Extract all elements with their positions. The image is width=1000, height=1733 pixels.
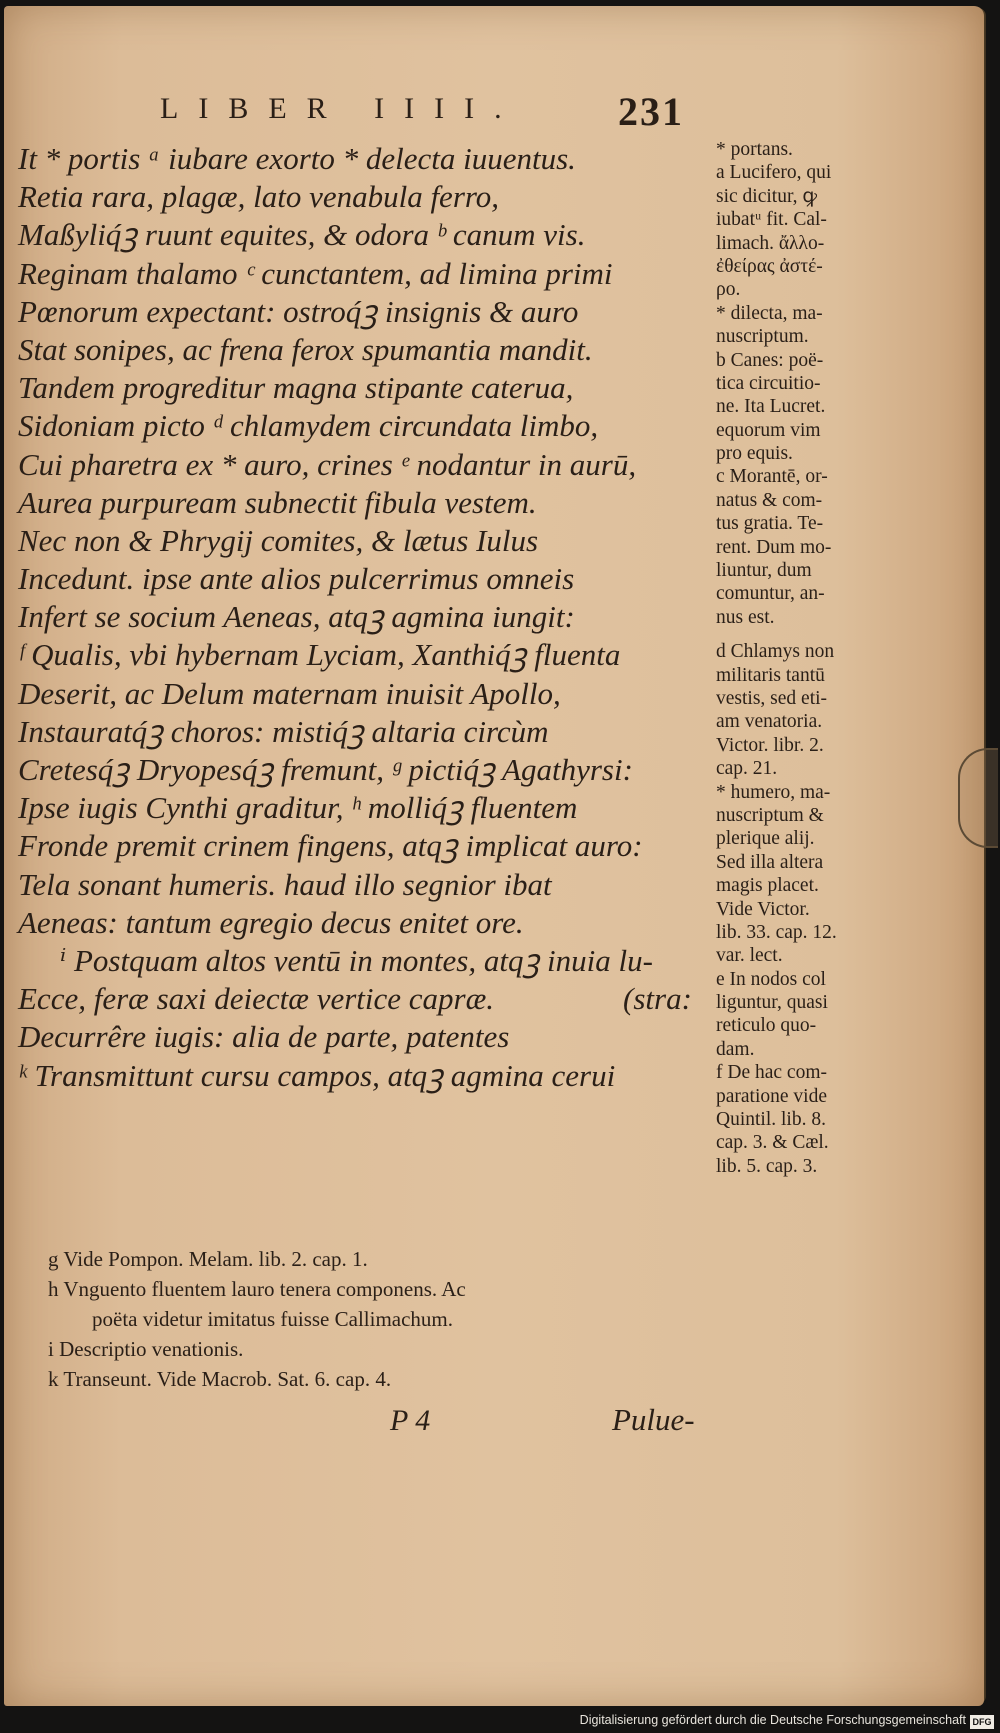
verse-line: Aeneas: tantum egregio decus enitet ore. <box>18 904 524 940</box>
signature-mark: P 4 <box>390 1404 431 1437</box>
side-note-line: dam. <box>716 1038 755 1060</box>
footnote-line: i Descriptio venationis. <box>48 1337 244 1361</box>
footnote-line: h Vnguento fluentem lauro tenera componens. Ac <box>48 1277 466 1301</box>
side-note-line: cap. 21. <box>716 758 778 780</box>
side-note-line: nus est. <box>716 606 775 628</box>
side-note-line: * humero, ma- <box>716 781 831 803</box>
verse-line: It * portis ᵃ iubare exorto * delecta iuuentus. <box>18 141 576 176</box>
verse-line: ᵏ Transmittunt cursu campos, atqꝫ agmina cerui <box>18 1057 616 1093</box>
footnote-line: poëta videtur imitatus fuisse Callimachum. <box>92 1307 454 1331</box>
side-note-line: lib. 5. cap. 3. <box>716 1155 818 1177</box>
verse-line: Aurea purpuream subnectit fibula vestem. <box>18 484 537 520</box>
verse-line: Instauratq́ꝫ choros: mistiq́ꝫ altaria circùm <box>18 713 549 749</box>
footnote-line: g Vide Pompon. Melam. lib. 2. cap. 1. <box>48 1247 368 1271</box>
side-note-line: limach. ἄλλο- <box>716 232 825 254</box>
side-note-line: ρο. <box>716 279 741 301</box>
verse-line: Pœnorum expectant: ostroq́ꝫ insignis & auro <box>18 293 579 329</box>
side-note-line: paratione vide <box>716 1085 827 1107</box>
page-header <box>0 89 1000 136</box>
verse-line: Incedunt. ipse ante alios pulcerrimus omneis <box>18 561 575 597</box>
side-note-line: cap. 3. & Cæl. <box>716 1132 829 1154</box>
side-note-line: Quintil. lib. 8. <box>716 1109 826 1131</box>
side-note-line: * dilecta, ma- <box>716 302 823 324</box>
side-note-line: magis placet. <box>716 875 819 897</box>
verse-line: Reginam thalamo ᶜ cunctantem, ad limina primi <box>18 255 613 291</box>
side-note-line: a Lucifero, qui <box>716 162 832 184</box>
side-note-line: ἐθείρας ἀστέ- <box>716 255 823 277</box>
side-note-line: tus gratia. Te- <box>716 513 824 535</box>
side-note-line: ne. Ita Lucret. <box>716 396 826 418</box>
verse-line: Stat sonipes, ac frena ferox spumantia mandit. <box>18 331 593 367</box>
verse-line: Ipse iugis Cynthi graditur, ʰ molliq́ꝫ fluentem <box>18 790 578 826</box>
side-note-line: b Canes: poë- <box>716 349 824 371</box>
verse-line: Retia rara, plagæ, lato venabula ferro, <box>18 179 500 215</box>
verse-line: Cretesq́ꝫ Dryopesq́ꝫ fremunt, ᵍ pictiq́ꝫ Agathyrsi: <box>18 752 633 787</box>
running-head: LIBER IIII. <box>160 92 522 125</box>
side-note-gap <box>716 629 896 640</box>
side-note-line: c Morantē, or- <box>716 466 828 488</box>
side-note-line: iubatᵘ fit. Cal- <box>716 209 827 231</box>
verse-line: Ecce, feræ saxi deiectæ vertice capræ. <box>18 981 495 1017</box>
side-note-line: f De hac com- <box>716 1062 827 1084</box>
verse-line: ᶠ Qualis, vbi hybernam Lyciam, Xanthiq́ꝫ fluenta <box>18 637 621 673</box>
verse-line: Cui pharetra ex * auro, crines ᵉ nodantur in aurū, <box>18 446 637 482</box>
verse-line-turnover: (stra: <box>623 981 692 1017</box>
side-note-line: militaris tantū <box>716 664 825 686</box>
digitization-footer <box>0 1712 1000 1733</box>
verse-line: Nec non & Phrygij comites, & lætus Iulus <box>18 522 539 558</box>
verse-line: Fronde premit crinem fingens, atqꝫ implicat auro: <box>18 828 643 864</box>
verse-line: Tandem progreditur magna stipante caterua, <box>18 370 574 406</box>
side-note-line: e In nodos col <box>716 968 826 990</box>
side-note-line: liuntur, dum <box>716 560 812 582</box>
side-note-line: Sed illa altera <box>716 851 824 873</box>
verse-line: Sidoniam picto ᵈ chlamydem circundata limbo, <box>18 408 599 444</box>
catchword: Pulue- <box>612 1402 695 1437</box>
side-note-line: Victor. libr. 2. <box>716 734 824 756</box>
side-note-line: * portans. <box>716 139 793 160</box>
side-note-line: nuscriptum & <box>716 804 824 826</box>
side-note-line: sic dicitur, ꝙ <box>716 185 818 207</box>
side-note-line: pro equis. <box>716 443 793 465</box>
side-note-line: Vide Victor. <box>716 898 810 920</box>
page-tab-marker <box>958 748 998 848</box>
side-note-line: rent. Dum mo- <box>716 536 832 558</box>
side-note-line: liguntur, quasi <box>716 992 828 1014</box>
verse-line: Infert se socium Aeneas, atqꝫ agmina iungit: <box>18 599 575 635</box>
side-note-line: comuntur, an- <box>716 583 825 605</box>
verse-line: Decurrêre iugis: alia de parte, patentes <box>18 1019 510 1055</box>
side-note-line: am venatoria. <box>716 711 823 733</box>
side-note-line: vestis, sed eti- <box>716 687 828 709</box>
footnotes <box>48 1244 708 1394</box>
side-note-line: lib. 33. cap. 12. <box>716 921 837 943</box>
verse-line: Tela sonant humeris. haud illo segnior ibat <box>18 866 552 902</box>
footnote-line: k Transeunt. Vide Macrob. Sat. 6. cap. 4. <box>48 1367 392 1391</box>
side-note-line: d Chlamys non <box>716 641 835 663</box>
funding-credit: Digitalisierung gefördert durch die Deutsche Forschungsgemeinschaft <box>579 1713 966 1727</box>
verse-line: Maßyliq́ꝫ ruunt equites, & odora ᵇ canum vis. <box>18 217 586 253</box>
side-note-line: plerique alij. <box>716 828 815 850</box>
side-note-line: equorum vim <box>716 419 821 441</box>
side-note-line: var. lect. <box>716 945 783 967</box>
side-note-line: natus & com- <box>716 489 823 511</box>
main-verse-text <box>18 140 708 1095</box>
dfg-logo-icon: DFG <box>970 1715 994 1729</box>
side-note-line: reticulo quo- <box>716 1015 817 1037</box>
verse-line: ⁱ Postquam altos ventū in montes, atqꝫ inuia lu- <box>60 942 653 978</box>
side-note-line: nuscriptum. <box>716 326 809 348</box>
verse-line: Deserit, ac Delum maternam inuisit Apollo, <box>18 675 561 711</box>
side-note-line: tica circuitio- <box>716 372 821 394</box>
side-notes <box>716 138 896 1178</box>
page-number: 231 <box>618 89 684 134</box>
